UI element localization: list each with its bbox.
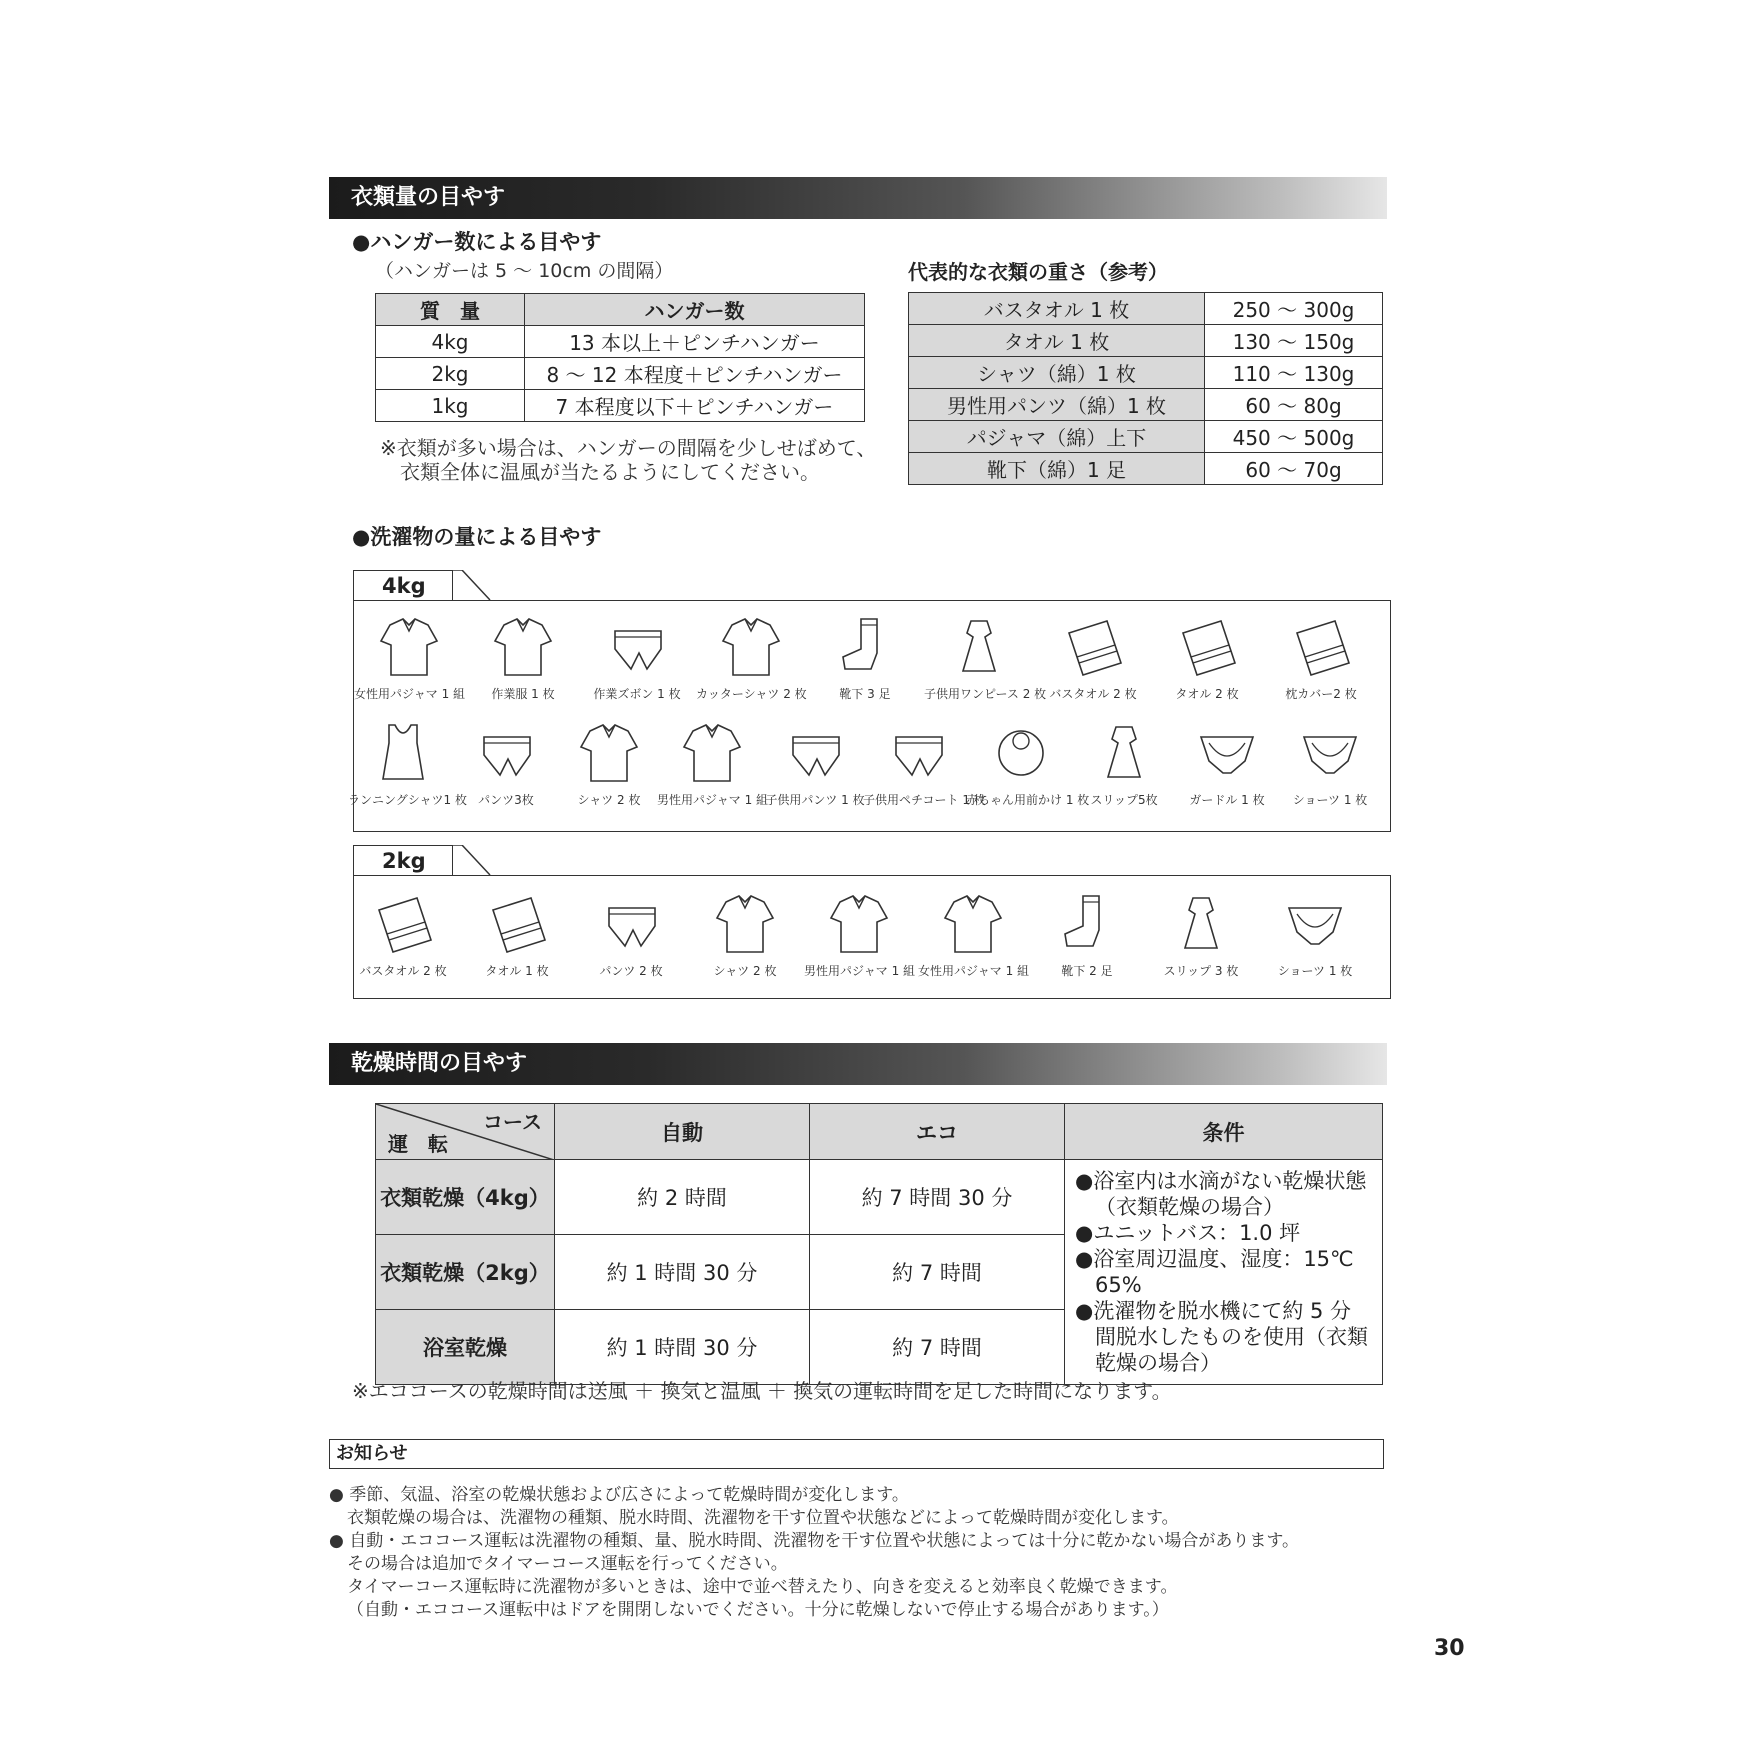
clothing-item xyxy=(582,613,692,702)
tank-top-icon xyxy=(369,719,437,787)
pants-icon xyxy=(781,719,849,787)
cell-item: バスタオル 1 枚 xyxy=(909,293,1205,325)
shirt-icon xyxy=(575,719,643,787)
notice-continuation: （自動・エココース運転中はドアを開閉しないでください。十分に乾燥しないで停止する場合があります。） xyxy=(347,1600,1169,1620)
cell-eco: 約 7 時間 xyxy=(810,1235,1065,1310)
dress-icon xyxy=(945,613,1013,681)
clothing-item xyxy=(924,613,1047,702)
clothing-item-label: 女性用パジャマ 1 組 xyxy=(918,964,1030,978)
clothing-item-label: ガードル 1 枚 xyxy=(1189,793,1265,807)
hanger-footnote-2: 衣類全体に温風が当たるようにしてください。 xyxy=(400,460,820,484)
condition-item: ●浴室周辺温度、湿度：15℃ 65% xyxy=(1075,1247,1375,1297)
notice-bullet-2: ● 自動・エココース運転は洗濯物の種類、量、脱水時間、洗濯物を干す位置や状態によっては十分に乾かない場合があります。 xyxy=(329,1531,1300,1551)
clothing-item-label: 赤ちゃん用前かけ 1 枚 xyxy=(966,793,1090,807)
clothing-item xyxy=(1266,613,1376,702)
row-label: 浴室乾燥 xyxy=(376,1310,555,1385)
header-eco: エコ xyxy=(810,1104,1065,1160)
table-row xyxy=(376,1160,1383,1235)
clothing-item xyxy=(354,613,464,702)
bib-icon xyxy=(987,719,1055,787)
pants-icon xyxy=(472,719,540,787)
clothing-item xyxy=(1172,719,1282,808)
clothing-item xyxy=(468,613,578,702)
table-row xyxy=(909,389,1383,421)
clothing-item-label: 靴下 2 足 xyxy=(1061,964,1113,978)
hanger-footnote-1: ※衣類が多い場合は、ハンガーの間隔を少しせばめて、 xyxy=(380,436,877,460)
header-conditions: 条件 xyxy=(1065,1104,1383,1160)
cell-auto: 約 1 時間 30 分 xyxy=(555,1235,810,1310)
notice-header: お知らせ xyxy=(329,1439,1384,1469)
cell-item: 靴下（綿）1 足 xyxy=(909,453,1205,485)
notice-continuation: 衣類乾燥の場合は、洗濯物の種類、脱水時間、洗濯物を干す位置や状態などによって乾燥時間が変化します。 xyxy=(347,1508,1179,1528)
shirt-icon xyxy=(717,613,785,681)
hanger-spacing-note: （ハンガーは 5 ～ 10cm の間隔） xyxy=(375,260,674,282)
clothing-item-label: シャツ 2 枚 xyxy=(713,964,777,978)
header-mass: 質 量 xyxy=(376,294,525,326)
notice-continuation: その場合は追加でタイマーコース運転を行ってください。 xyxy=(347,1554,788,1574)
cell-mass: 1kg xyxy=(376,390,525,422)
clothing-item xyxy=(918,890,1028,979)
hanger-heading: ●ハンガー数による目やす xyxy=(352,230,602,254)
row-label: 衣類乾燥（2kg） xyxy=(376,1235,555,1310)
corner-operation-label: 運 転 xyxy=(388,1132,448,1156)
towel-icon xyxy=(483,890,551,958)
clothing-item xyxy=(696,613,806,702)
clothing-item-label: バスタオル 2 枚 xyxy=(359,964,447,978)
clothing-item-label: ランニングシャツ1 枚 xyxy=(348,793,467,807)
clothing-item-label: スリップ5枚 xyxy=(1090,793,1158,807)
cell-hangers: 7 本程度以下＋ピンチハンガー xyxy=(525,390,865,422)
shirt-icon xyxy=(375,613,443,681)
clothing-item-label: パンツ 2 枚 xyxy=(599,964,663,978)
cell-eco: 約 7 時間 xyxy=(810,1310,1065,1385)
towel-icon xyxy=(1287,613,1355,681)
clothing-item xyxy=(1275,719,1385,808)
clothing-item xyxy=(657,719,767,808)
table-row xyxy=(376,390,865,422)
weights-heading: 代表的な衣類の重さ（参考） xyxy=(908,260,1168,284)
cell-eco: 約 7 時間 30 分 xyxy=(810,1160,1065,1235)
drying-table-header xyxy=(376,1104,1383,1160)
clothing-item-label: 枕カバー2 枚 xyxy=(1285,687,1357,701)
clothing-item xyxy=(1038,613,1148,702)
condition-item: ●洗濯物を脱水機にて約 5 分間脱水したものを使用（衣類乾燥の場合） xyxy=(1075,1299,1368,1375)
towel-icon xyxy=(1173,613,1241,681)
shirt-icon xyxy=(678,719,746,787)
cell-mass: 2kg xyxy=(376,358,525,390)
clothing-item-label: スリップ 3 枚 xyxy=(1163,964,1239,978)
briefs-icon xyxy=(1281,890,1349,958)
page-number: 30 xyxy=(1434,1636,1465,1661)
clothing-item-label: 作業ズボン 1 枚 xyxy=(593,687,681,701)
laundry-4kg-box xyxy=(348,600,1391,832)
cell-weight: 60 ～ 70g xyxy=(1205,453,1383,485)
clothing-item xyxy=(462,890,572,979)
pants-icon xyxy=(603,613,671,681)
clothing-item-label: バスタオル 2 枚 xyxy=(1049,687,1137,701)
cell-item: パジャマ（綿）上下 xyxy=(909,421,1205,453)
clothing-item-label: 子供用ペチコート 1 枚 xyxy=(863,793,986,807)
drying-time-table xyxy=(375,1103,1383,1385)
tab-4kg-slant xyxy=(452,570,492,601)
clothing-item-label: 靴下 3 足 xyxy=(839,687,891,701)
weights-table xyxy=(908,292,1383,485)
cell-mass: 4kg xyxy=(376,326,525,358)
notice-list xyxy=(329,1484,1389,1622)
clothing-item-label: タオル 2 枚 xyxy=(1175,687,1239,701)
clothing-item xyxy=(760,719,870,808)
clothing-item-label: 子供用ワンピース 2 枚 xyxy=(924,687,1047,701)
corner-cell xyxy=(376,1104,555,1160)
tab-4kg: 4kg xyxy=(353,570,453,600)
tab-2kg: 2kg xyxy=(353,845,453,875)
clothing-item-label: ショーツ 1 枚 xyxy=(1277,964,1353,978)
clothing-item xyxy=(863,719,986,808)
hanger-table xyxy=(375,293,865,422)
briefs-icon xyxy=(1193,719,1261,787)
cell-weight: 450 ～ 500g xyxy=(1205,421,1383,453)
clothing-item xyxy=(1260,890,1370,979)
condition-item: ●ユニットバス：1.0 坪 xyxy=(1075,1221,1301,1245)
cell-weight: 250 ～ 300g xyxy=(1205,293,1383,325)
clothing-item-label: シャツ 2 枚 xyxy=(577,793,641,807)
clothing-item xyxy=(1032,890,1142,979)
clothing-item-label: 男性用パジャマ 1 組 xyxy=(657,793,769,807)
towel-icon xyxy=(369,890,437,958)
shirt-icon xyxy=(939,890,1007,958)
shirt-icon xyxy=(825,890,893,958)
clothing-item xyxy=(690,890,800,979)
hanger-table-header xyxy=(376,294,865,326)
cell-hangers: 13 本以上＋ピンチハンガー xyxy=(525,326,865,358)
cell-auto: 約 2 時間 xyxy=(555,1160,810,1235)
clothing-item-label: ショーツ 1 枚 xyxy=(1292,793,1368,807)
clothing-item-label: カッターシャツ 2 枚 xyxy=(696,687,807,701)
briefs-icon xyxy=(1296,719,1364,787)
clothing-item xyxy=(1152,613,1262,702)
table-row xyxy=(909,357,1383,389)
table-row xyxy=(909,293,1383,325)
notice-bullet-1: ● 季節、気温、浴室の乾燥状態および広さによって乾燥時間が変化します。 xyxy=(329,1485,909,1505)
notice-continuation: タイマーコース運転時に洗濯物が多いときは、途中で並べ替えたり、向きを変えると効率良く乾燥できます。 xyxy=(347,1577,1178,1597)
clothing-item xyxy=(1146,890,1256,979)
condition-item: ●浴室内は水滴がない乾燥状態（衣類乾燥の場合） xyxy=(1075,1169,1367,1219)
row-label: 衣類乾燥（4kg） xyxy=(376,1160,555,1235)
section-title-clothing-amount: 衣類量の目やす xyxy=(329,177,1387,219)
clothing-item-label: タオル 1 枚 xyxy=(485,964,549,978)
laundry-heading: ●洗濯物の量による目やす xyxy=(352,525,602,549)
clothing-item-label: パンツ3枚 xyxy=(478,793,534,807)
clothing-item-label: 子供用パンツ 1 枚 xyxy=(765,793,865,807)
clothing-item xyxy=(451,719,561,808)
header-auto: 自動 xyxy=(555,1104,810,1160)
clothing-item-label: 作業服 1 枚 xyxy=(491,687,555,701)
cell-hangers: 8 ～ 12 本程度＋ピンチハンガー xyxy=(525,358,865,390)
clothing-item xyxy=(966,719,1090,808)
cell-weight: 110 ～ 130g xyxy=(1205,357,1383,389)
clothing-item xyxy=(1069,719,1179,808)
tab-2kg-slant xyxy=(452,845,492,876)
clothing-item xyxy=(804,890,914,979)
table-row xyxy=(909,453,1383,485)
dress-icon xyxy=(1167,890,1235,958)
shirt-icon xyxy=(489,613,557,681)
sock-icon xyxy=(831,613,899,681)
clothing-item xyxy=(348,890,458,979)
table-row xyxy=(909,421,1383,453)
clothing-item xyxy=(348,719,467,808)
pants-icon xyxy=(597,890,665,958)
cell-item: 男性用パンツ（綿）1 枚 xyxy=(909,389,1205,421)
dress-icon xyxy=(1090,719,1158,787)
clothing-item-label: 女性用パジャマ 1 組 xyxy=(354,687,466,701)
cell-auto: 約 1 時間 30 分 xyxy=(555,1310,810,1385)
drying-footnote: ※エココースの乾燥時間は送風 ＋ 換気と温風 ＋ 換気の運転時間を足した時間になります。 xyxy=(352,1379,1172,1403)
shirt-icon xyxy=(711,890,779,958)
clothing-item xyxy=(576,890,686,979)
cell-item: シャツ（綿）1 枚 xyxy=(909,357,1205,389)
towel-icon xyxy=(1059,613,1127,681)
clothing-item-label: 男性用パジャマ 1 組 xyxy=(804,964,916,978)
table-row xyxy=(376,326,865,358)
cell-item: タオル 1 枚 xyxy=(909,325,1205,357)
sock-icon xyxy=(1053,890,1121,958)
cell-weight: 60 ～ 80g xyxy=(1205,389,1383,421)
clothing-item xyxy=(554,719,664,808)
cell-weight: 130 ～ 150g xyxy=(1205,325,1383,357)
table-row xyxy=(376,358,865,390)
clothing-item xyxy=(810,613,920,702)
conditions-cell xyxy=(1065,1160,1383,1385)
pants-icon xyxy=(884,719,952,787)
header-hanger-count: ハンガー数 xyxy=(525,294,865,326)
section-title-drying-time: 乾燥時間の目やす xyxy=(329,1043,1387,1085)
laundry-2kg-box xyxy=(353,875,1391,999)
corner-course-label: コース xyxy=(483,1110,542,1134)
table-row xyxy=(909,325,1383,357)
